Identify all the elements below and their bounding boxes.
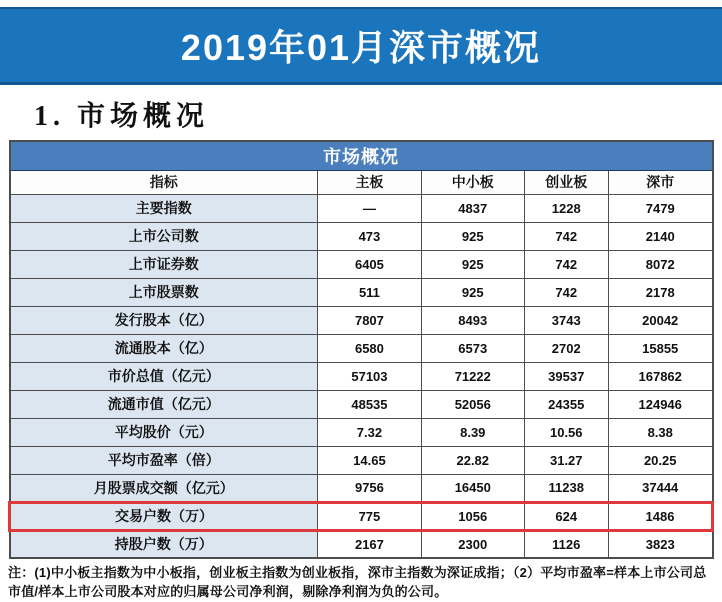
cell-value: 1486 xyxy=(608,502,712,530)
cell-value: 48535 xyxy=(317,390,421,418)
cell-value: 2178 xyxy=(608,278,712,306)
cell-value: 925 xyxy=(421,250,524,278)
row-label: 发行股本（亿） xyxy=(10,306,318,334)
cell-value: 39537 xyxy=(524,362,608,390)
cell-value: 37444 xyxy=(608,474,712,502)
cell-value: 9756 xyxy=(317,474,421,502)
table-row xyxy=(10,474,713,502)
row-label: 上市公司数 xyxy=(10,222,318,250)
cell-value: 742 xyxy=(524,278,608,306)
cell-value: 511 xyxy=(317,278,421,306)
cell-value: 20042 xyxy=(608,306,712,334)
cell-value: 11238 xyxy=(524,474,608,502)
cell-value: 4837 xyxy=(421,194,524,222)
cell-value: 16450 xyxy=(421,474,524,502)
cell-value: 742 xyxy=(524,250,608,278)
section-heading: 1. 市场概况 xyxy=(34,101,210,132)
cell-value: 22.82 xyxy=(421,446,524,474)
cell-value: 2702 xyxy=(524,334,608,362)
cell-value: 3823 xyxy=(608,530,712,558)
table-row xyxy=(10,362,713,390)
table-title-row xyxy=(10,141,713,170)
table-title: 市场概况 xyxy=(10,141,713,170)
table-container xyxy=(8,140,714,559)
table-row xyxy=(10,418,713,446)
cell-value: 57103 xyxy=(317,362,421,390)
market-overview-table xyxy=(8,140,714,559)
row-label: 交易户数（万） xyxy=(10,502,318,530)
table-row xyxy=(10,250,713,278)
cell-value: 742 xyxy=(524,222,608,250)
title-banner xyxy=(0,7,722,85)
row-label: 月股票成交额（亿元） xyxy=(10,474,318,502)
cell-value: 7479 xyxy=(608,194,712,222)
table-row xyxy=(10,306,713,334)
cell-value: 6405 xyxy=(317,250,421,278)
row-label: 主要指数 xyxy=(10,194,318,222)
table-row xyxy=(10,530,713,558)
cell-value: 1228 xyxy=(524,194,608,222)
row-label: 市价总值（亿元） xyxy=(10,362,318,390)
table-row xyxy=(10,194,713,222)
cell-value: 2140 xyxy=(608,222,712,250)
cell-value: 2167 xyxy=(317,530,421,558)
cell-value: 7807 xyxy=(317,306,421,334)
cell-value: 925 xyxy=(421,278,524,306)
cell-value: 71222 xyxy=(421,362,524,390)
cell-value: 3743 xyxy=(524,306,608,334)
table-row xyxy=(10,334,713,362)
cell-value: 8072 xyxy=(608,250,712,278)
cell-value: 2300 xyxy=(421,530,524,558)
cell-value: 7.32 xyxy=(317,418,421,446)
row-label: 平均股价（元） xyxy=(10,418,318,446)
page-title: 2019年01月深市概况 xyxy=(180,27,542,68)
footnote: 注：(1)中小板主指数为中小板指，创业板主指数为创业板指，深市主指数为深证成指；（2）平均市盈率=样本上市公司总市值/样本上市公司股本对应的归属母公司净利润，剔除净利润为负的公司。 xyxy=(8,565,707,599)
row-label: 持股户数（万） xyxy=(10,530,318,558)
table-row-highlighted xyxy=(10,502,713,530)
row-label: 上市证券数 xyxy=(10,250,318,278)
table-row xyxy=(10,222,713,250)
table-row xyxy=(10,446,713,474)
cell-value: 1056 xyxy=(421,502,524,530)
cell-value: 167862 xyxy=(608,362,712,390)
cell-value: 775 xyxy=(317,502,421,530)
row-label: 流通股本（亿） xyxy=(10,334,318,362)
cell-value: 473 xyxy=(317,222,421,250)
table-row xyxy=(10,278,713,306)
table-row xyxy=(10,390,713,418)
column-header-chinext: 创业板 xyxy=(524,170,608,194)
cell-value: 124946 xyxy=(608,390,712,418)
row-label: 上市股票数 xyxy=(10,278,318,306)
cell-value: 8493 xyxy=(421,306,524,334)
row-label: 平均市盈率（倍） xyxy=(10,446,318,474)
cell-value: 1126 xyxy=(524,530,608,558)
cell-value: — xyxy=(317,194,421,222)
cell-value: 15855 xyxy=(608,334,712,362)
cell-value: 6573 xyxy=(421,334,524,362)
cell-value: 8.39 xyxy=(421,418,524,446)
cell-value: 624 xyxy=(524,502,608,530)
column-header-sme-board: 中小板 xyxy=(421,170,524,194)
row-label: 流通市值（亿元） xyxy=(10,390,318,418)
cell-value: 31.27 xyxy=(524,446,608,474)
cell-value: 14.65 xyxy=(317,446,421,474)
cell-value: 20.25 xyxy=(608,446,712,474)
table-column-header-row xyxy=(10,170,713,194)
column-header-indicator: 指标 xyxy=(10,170,318,194)
cell-value: 10.56 xyxy=(524,418,608,446)
cell-value: 8.38 xyxy=(608,418,712,446)
cell-value: 52056 xyxy=(421,390,524,418)
cell-value: 6580 xyxy=(317,334,421,362)
column-header-main-board: 主板 xyxy=(317,170,421,194)
column-header-shenzhen: 深市 xyxy=(608,170,712,194)
cell-value: 24355 xyxy=(524,390,608,418)
cell-value: 925 xyxy=(421,222,524,250)
